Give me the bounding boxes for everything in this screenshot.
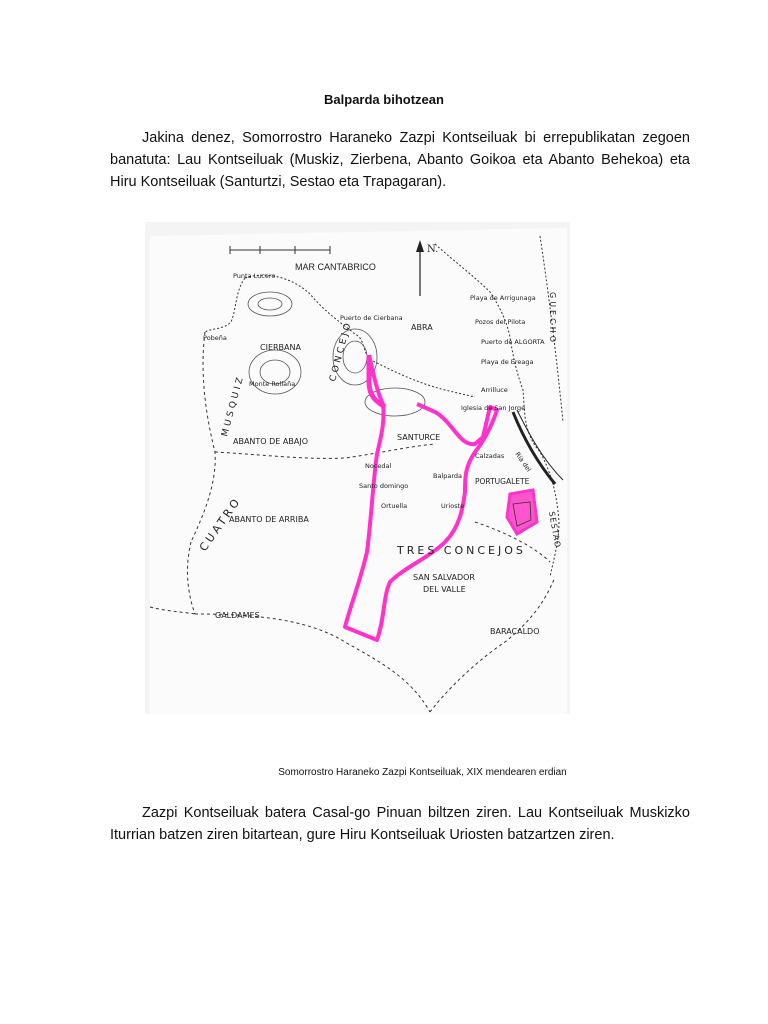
label-muskiz: MUSQUIZ [220,373,247,438]
label-portugalete: PORTUGALETE [475,477,530,486]
label-nocedal: Nocedal [365,462,392,470]
north-label: N. [427,244,439,255]
label-ortuella: Ortuella [381,502,408,510]
label-playa-ereaga: Playa de Ereaga [481,358,534,366]
label-del-valle: DEL VALLE [423,585,466,594]
label-monte: Monte Rollaña [249,380,296,388]
label-urioste: Urioste [441,502,465,510]
map-drawing [145,222,570,714]
label-iglesia: Iglesia de San Jorge [461,404,526,412]
label-abanto-arriba: ABANTO DE ARRIBA [229,515,309,524]
label-abanto-abajo: ABANTO DE ABAJO [233,437,308,446]
sea-label: MAR CANTABRICO [295,262,376,272]
label-tres-concejos: TRES CONCEJOS [397,544,526,557]
label-puerto-algorta: Puerto de ALGORTA [481,338,545,346]
label-pozos-pilota: Pozos del Pilota [475,318,526,326]
label-galdames: GALDAMES [215,611,260,620]
label-guecho: GUECHO [548,292,557,346]
label-playa-arrigunaga: Playa de Arrigunaga [470,294,536,302]
label-santurce: SANTURCE [397,433,441,442]
label-puerto-cierbana: Puerto de Cierbana [340,314,403,322]
label-baracaldo: BARACALDO [490,627,540,636]
label-concejo: CONCEJO [328,319,355,383]
label-ria: Ría del [513,450,533,474]
label-cuatro: CUATRO [196,494,244,554]
document-title: Balparda bihotzean [324,92,444,107]
historical-map [145,222,570,714]
label-san-salvador: SAN SALVADOR [413,573,475,582]
label-abra: ABRA [411,323,433,332]
label-balparda: Balparda [433,472,463,480]
label-calzadas: Calzadas [475,452,505,460]
label-pobena: Pobeña [203,334,227,342]
label-cierbana: CIERBANA [260,343,301,352]
label-punta-lucero: Punta Lucero [233,272,276,280]
intro-paragraph: Jakina denez, Somorrostro Haraneko Zazpi Kontseiluak bi errepublikatan zegoen banatuta: Lau Kontseiluak (Muskiz, Zierbena, Abanto Goikoa eta Abanto Behekoa) eta Hiru Kontseiluak (Santurtzi, Sestao eta Trapagaran). [110,130,690,190]
map-caption: Somorrostro Haraneko Zazpi Kontseiluak, XIX mendearen erdian [278,767,567,778]
label-santo-domingo: Santo domingo [359,482,409,490]
closing-paragraph: Zazpi Kontseiluak batera Casal-go Pinuan biltzen ziren. Lau Kontseiluak Muskizko Iturrian batzen ziren bitartean, gure Hiru Kontseiluak Uriosten batzartzen ziren. [110,805,690,843]
label-sestao: SESTAO [547,510,563,549]
label-arrilluce: Arrilluce [481,386,508,394]
